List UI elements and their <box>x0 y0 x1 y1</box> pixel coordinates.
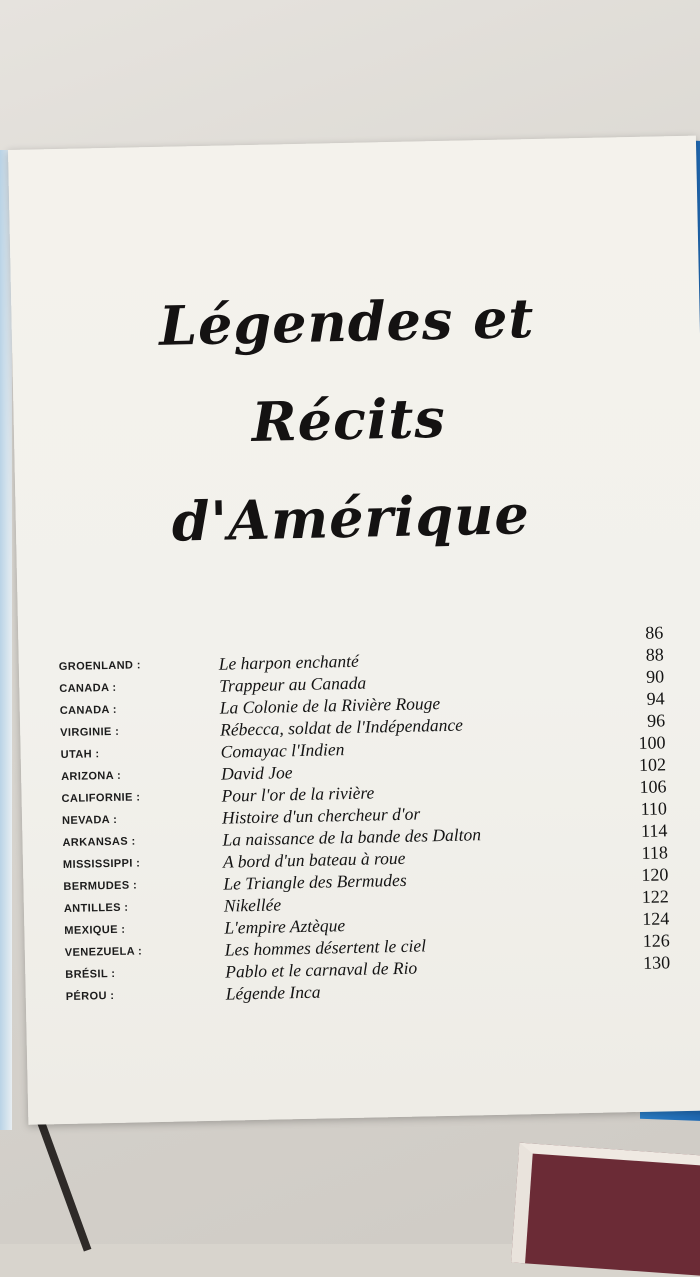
toc-page-number: 86 <box>645 622 664 643</box>
toc-region: MEXIQUE : <box>64 923 126 937</box>
toc-region: PÉROU : <box>65 989 115 1003</box>
toc-story: Le Triangle des Bermudes <box>223 869 407 894</box>
toc-region: CALIFORNIE : <box>61 791 141 806</box>
title-line-2: d'Amérique <box>171 482 531 554</box>
table-of-contents <box>18 620 700 1034</box>
toc-region: VENEZUELA : <box>64 945 143 959</box>
toc-region: MISSISSIPPI : <box>62 857 141 872</box>
toc-story: Pablo et le carnaval de Rio <box>225 957 418 982</box>
toc-story: L'empire Aztèque <box>224 915 346 938</box>
toc-story: Légende Inca <box>225 981 321 1004</box>
toc-story: La Colonie de la Rivière Rouge <box>219 693 441 718</box>
toc-region: NEVADA : <box>61 813 118 828</box>
toc-page-number: 94 <box>646 688 665 709</box>
toc-story: Pour l'or de la rivière <box>221 782 375 806</box>
toc-region: BERMUDES : <box>63 879 138 893</box>
second-book-corner <box>511 1143 700 1277</box>
toc-page-number: 118 <box>641 842 669 863</box>
toc-story: Rébecca, soldat de l'Indépendance <box>219 714 464 740</box>
toc-page-number: 126 <box>642 930 670 951</box>
toc-region: CANADA : <box>59 681 117 696</box>
toc-region: GROENLAND : <box>58 659 141 674</box>
toc-region: CANADA : <box>59 703 118 718</box>
page-title <box>66 267 632 573</box>
toc-region: ARKANSAS : <box>62 835 136 850</box>
toc-page-number <box>610 973 670 974</box>
book-page <box>8 136 700 1125</box>
title-line-1: Légendes et Récits <box>158 286 535 454</box>
toc-region: UTAH : <box>60 748 100 762</box>
toc-page-number: 124 <box>642 908 670 929</box>
toc-story: David Joe <box>220 762 293 784</box>
toc-region: VIRGINIE : <box>60 725 120 740</box>
toc-story: Comayac l'Indien <box>220 739 345 762</box>
toc-region: ANTILLES : <box>63 901 129 915</box>
toc-story: La naissance de la bande des Dalton <box>222 824 482 850</box>
toc-story: A bord d'un bateau à roue <box>222 847 406 872</box>
toc-page-number: 106 <box>639 776 667 797</box>
toc-story: Nikellée <box>223 894 282 916</box>
toc-story: Le harpon enchanté <box>218 650 359 674</box>
toc-page-number: 110 <box>640 798 668 819</box>
toc-page-number: 130 <box>642 952 671 973</box>
toc-page-number: 114 <box>640 820 668 841</box>
toc-page-number: 120 <box>641 864 669 885</box>
toc-region: ARIZONA : <box>61 769 122 784</box>
toc-region: BRÉSIL : <box>65 967 116 981</box>
toc-page-number: 100 <box>638 732 666 753</box>
toc-page-number: 90 <box>645 666 665 687</box>
toc-page-number: 96 <box>646 710 666 731</box>
toc-page-number: 88 <box>645 644 664 665</box>
toc-story: Trappeur au Canada <box>219 672 367 696</box>
toc-page-number: 102 <box>638 754 667 775</box>
toc-story: Les hommes désertent le ciel <box>224 935 427 960</box>
toc-page-number: 122 <box>641 886 669 907</box>
toc-story: Histoire d'un chercheur d'or <box>221 803 421 828</box>
